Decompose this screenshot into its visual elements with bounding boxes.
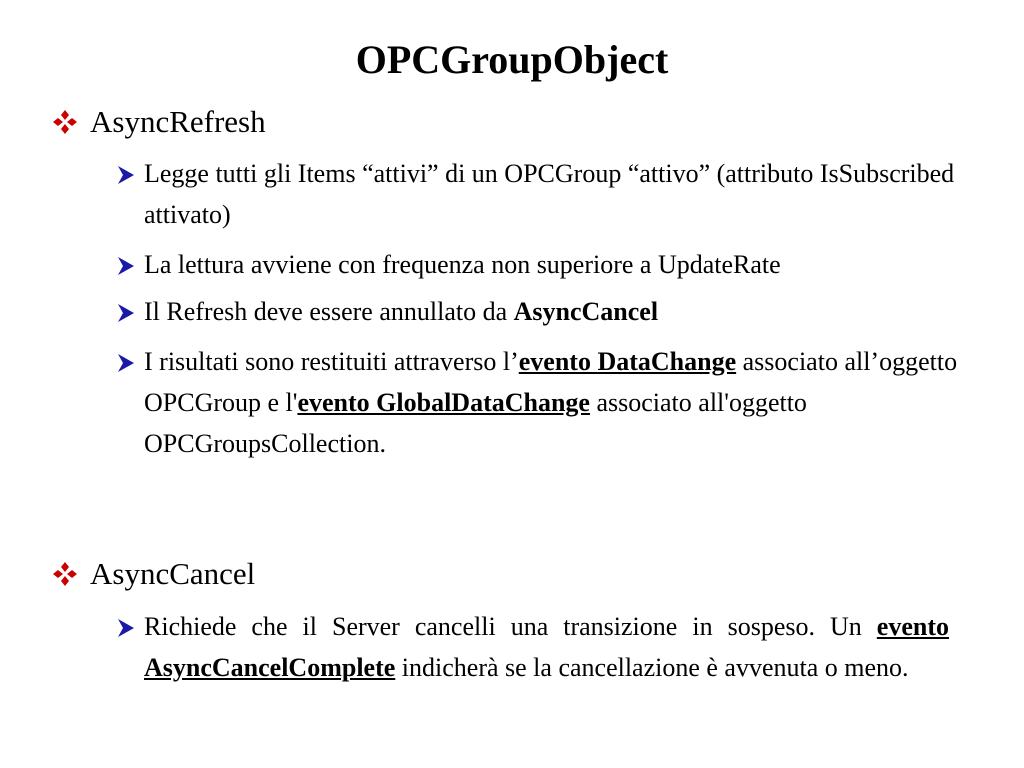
diamond-bullet-icon <box>52 109 78 135</box>
bullet-text <box>144 606 949 688</box>
bullet-text <box>144 341 984 464</box>
diamond-bullet-icon <box>52 561 78 587</box>
arrow-bullet-icon <box>116 618 136 638</box>
bullet-item <box>116 153 984 235</box>
bullet-text-bold: AsyncCancel <box>513 297 659 326</box>
bullet-text: La lettura avviene con frequenza non superiore a UpdateRate <box>144 250 781 279</box>
bullet-text <box>144 291 984 332</box>
arrow-bullet-icon <box>116 165 136 185</box>
bullet-text-plain: Richiede che il Server cancelli una transizione in sospeso. Un <box>144 612 877 641</box>
section-heading: AsyncCancel <box>90 556 256 591</box>
section-asynccancel <box>52 556 255 592</box>
bullet-text-plain: associato all'oggetto OPCGroupsCollection. <box>144 388 807 458</box>
bullet-text-plain: indicherà se la cancellazione è avvenuta o meno. <box>395 653 909 682</box>
link-evento-asynccancelcomplete[interactable]: evento AsyncCancelComplete <box>144 612 949 682</box>
link-evento-globaldatachange[interactable]: evento GlobalDataChange <box>297 388 590 417</box>
bullet-text: Legge tutti gli Items “attivi” di un OPCGroup “attivo” (attributo IsSubscribed attivato) <box>144 159 955 229</box>
bullet-item <box>116 244 984 285</box>
bullet-text-plain: Il Refresh deve essere annullato da <box>144 297 514 326</box>
section-heading: AsyncRefresh <box>90 104 266 139</box>
bullet-item <box>116 341 984 464</box>
bullet-item <box>116 291 984 332</box>
link-evento-datachange[interactable]: evento DataChange <box>518 347 737 376</box>
arrow-bullet-icon <box>116 303 136 323</box>
arrow-bullet-icon <box>116 256 136 276</box>
bullet-text-plain: associato all’oggetto OPCGroup e l' <box>144 347 958 417</box>
bullet-item <box>116 606 984 688</box>
section-asyncrefresh <box>52 104 266 140</box>
bullet-text-plain: I risultati sono restituiti attraverso l’ <box>144 347 519 376</box>
slide-title: OPCGroupObject <box>355 37 669 82</box>
arrow-bullet-icon <box>116 353 136 373</box>
